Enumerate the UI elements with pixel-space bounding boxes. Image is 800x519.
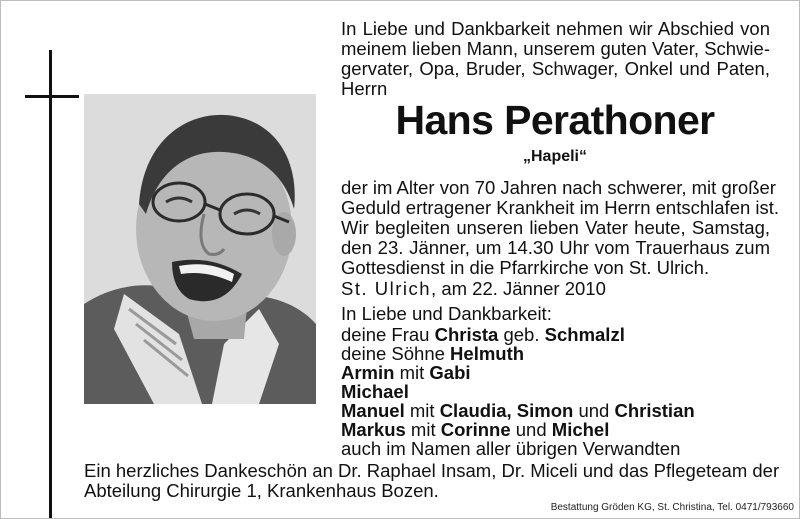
deceased-nickname: „Hapeli“ xyxy=(522,148,587,165)
place: St. Ulrich xyxy=(341,278,432,299)
mourner-wife-mid: geb. xyxy=(498,324,545,345)
mourner-sons xyxy=(341,344,524,364)
body-line-4: den 23. Jänner, um 14.30 Uhr vom Trauerhaus zum xyxy=(341,237,770,258)
intro-line-4: Herrn xyxy=(341,78,388,99)
mourner-michael-name: Michael xyxy=(341,381,409,402)
mourners-heading: In Liebe und Dankbarkeit: xyxy=(341,303,552,324)
portrait-photo xyxy=(84,94,316,404)
mourner-michael xyxy=(341,382,409,402)
intro-line-3: gervater, Opa, Bruder, Schwager, Onkel und Paten, xyxy=(341,58,770,79)
mourner-sons-name: Helmuth xyxy=(450,343,525,364)
mourner-sons-prefix: deine Söhne xyxy=(341,343,451,364)
mourner-manuel-c: Christian xyxy=(614,400,695,421)
body-line-3: Wir begleiten unseren lieben Vater heute, Samstag, xyxy=(341,217,770,238)
mourner-manuel xyxy=(341,401,695,421)
mourner-markus xyxy=(341,420,609,440)
mourner-markus-mid2: und xyxy=(510,419,552,440)
mourner-wife-prefix: deine Frau xyxy=(341,324,435,345)
intro-line-1: In Liebe und Dankbarkeit nehmen wir Abschied von xyxy=(341,18,770,39)
mourner-armin-b: Gabi xyxy=(429,362,471,383)
mourner-wife-name: Christa xyxy=(434,324,499,345)
body-line-2: Geduld ertragener Krankheit im Herrn entschlafen ist. xyxy=(341,197,780,218)
mourner-markus-c: Michel xyxy=(551,419,610,440)
mourner-relatives: auch im Namen aller übrigen Verwandten xyxy=(341,438,681,459)
mourner-markus-a: Markus xyxy=(341,419,406,440)
mourner-wife xyxy=(341,325,625,345)
mourner-manuel-b: Claudia, Simon xyxy=(439,400,574,421)
body-line-5: Gottesdienst in die Pfarrkirche von St. Ulrich. xyxy=(341,257,710,278)
mourner-markus-b: Corinne xyxy=(440,419,511,440)
place-date xyxy=(341,279,606,299)
funeral-home-credit: Bestattung Gröden KG, St. Christina, Tel. 0471/793660 xyxy=(550,502,794,513)
mourner-manuel-mid2: und xyxy=(573,400,615,421)
body-line-1: der im Alter von 70 Jahren nach schwerer, mit großer xyxy=(341,177,776,198)
mourner-manuel-a: Manuel xyxy=(341,400,405,421)
cross-icon xyxy=(49,50,52,518)
thanks-line-2: Abteilung Chirurgie 1, Krankenhaus Bozen. xyxy=(84,480,439,501)
mourner-armin-a: Armin xyxy=(341,362,395,383)
mourner-wife-maiden: Schmalzl xyxy=(544,324,625,345)
mourner-markus-mid1: mit xyxy=(405,419,441,440)
thanks-line-1: Ein herzliches Dankeschön an Dr. Raphael Insam, Dr. Miceli und das Pflegeteam der xyxy=(84,460,780,481)
date: , am 22. Jänner 2010 xyxy=(431,278,606,299)
mourner-manuel-mid1: mit xyxy=(404,400,440,421)
mourner-armin-mid: mit xyxy=(394,362,430,383)
intro-line-2: meinem lieben Mann, unserem guten Vater, Schwie- xyxy=(341,38,770,59)
deceased-name: Hans Perathoner xyxy=(395,97,715,143)
cross-icon-bar xyxy=(25,95,79,98)
mourner-armin xyxy=(341,363,471,383)
